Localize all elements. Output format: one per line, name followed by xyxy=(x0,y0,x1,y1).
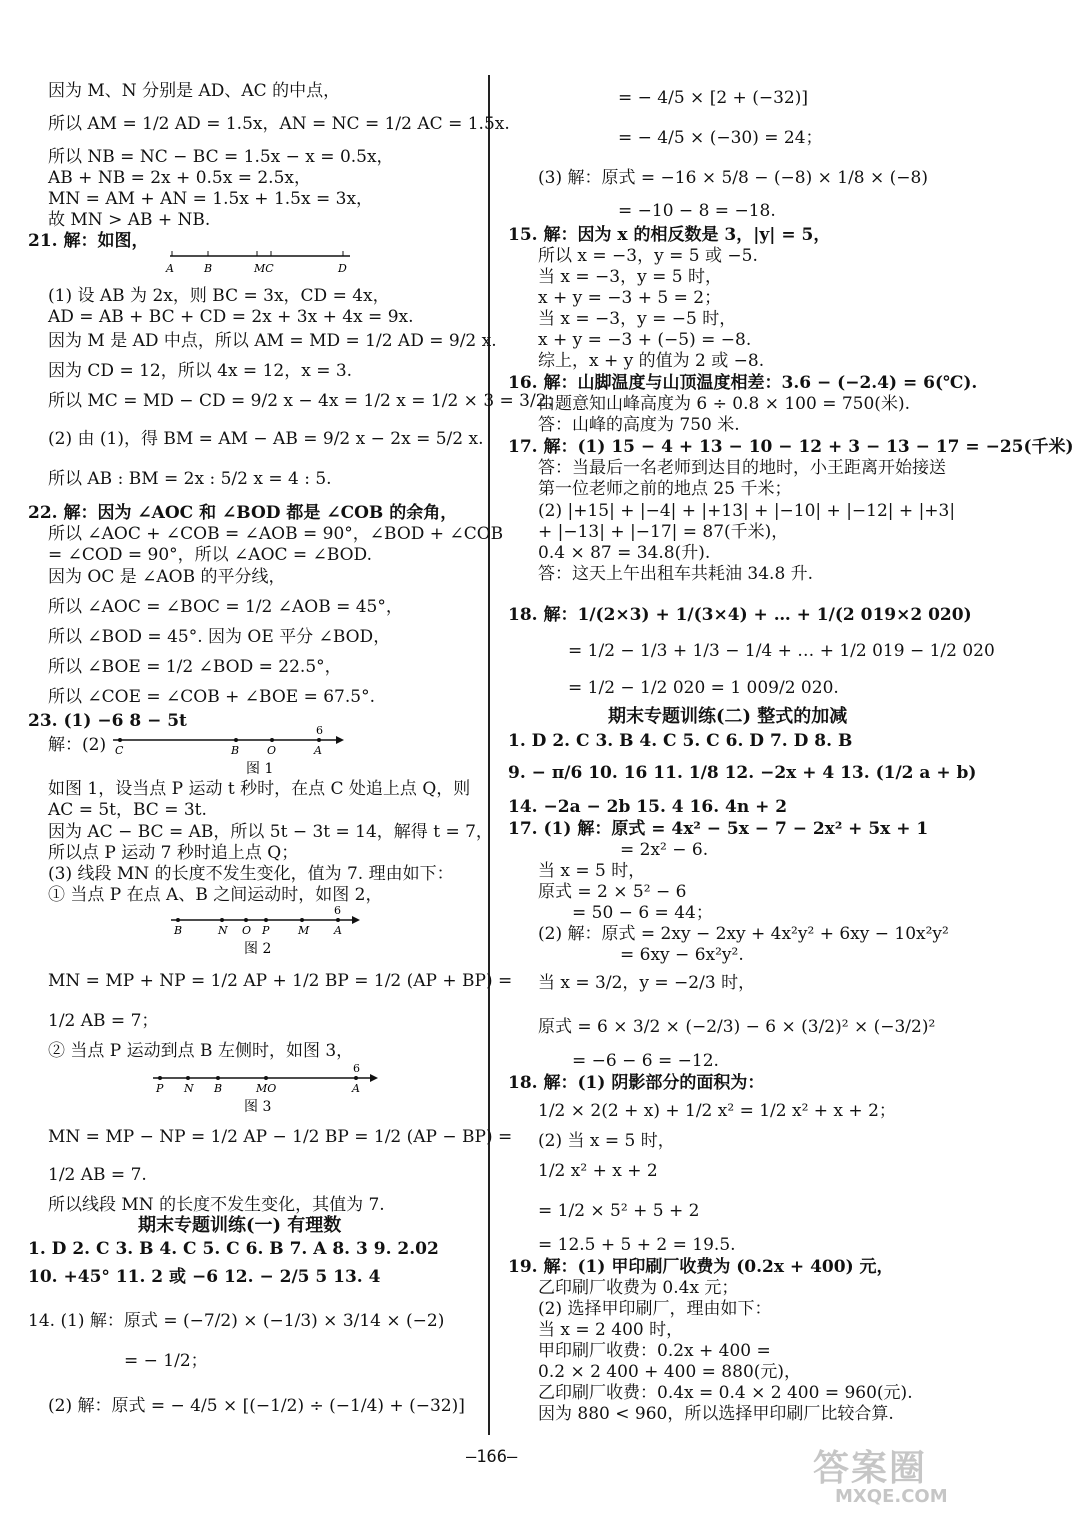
fig1-label: C xyxy=(115,744,124,757)
figure-21-number-line xyxy=(160,248,360,278)
answer-line: 因为 CD = 12，所以 4x = 12，x = 3. xyxy=(48,361,353,381)
fig3-label: B xyxy=(214,1082,223,1095)
fig2-label: A xyxy=(334,924,342,937)
answer-line: 所以 ∠AOC = ∠BOC = 1/2 ∠AOB = 45°， xyxy=(48,597,403,617)
answer-line: 所以 ∠COE = ∠COB + ∠BOE = 67.5°. xyxy=(48,687,375,707)
answer-line: 答：山峰的高度为 750 米. xyxy=(538,415,740,435)
answer-line: 当 x = 3/2，y = −2/3 时， xyxy=(538,973,756,993)
answer-line: 17. (1) 解：原式 = 4x² − 5x − 7 − 2x² + 5x + 1 xyxy=(508,819,929,839)
answer-line: ② 当点 P 运动到点 B 左侧时，如图 3， xyxy=(48,1041,354,1061)
answer-line: x + y = −3 + (−5) = −8. xyxy=(538,330,752,350)
fig2-top-label: 6 xyxy=(334,904,341,917)
answer-line: (2) 当 x = 5 时， xyxy=(538,1131,675,1151)
fig21-label: A xyxy=(166,262,174,275)
answer-line: 当 x = −3，y = 5 时， xyxy=(538,267,722,287)
fig1-caption: 图 1 xyxy=(246,761,274,777)
answer-line: 19. 解：(1) 甲印刷厂收费为 (0.2x + 400) 元， xyxy=(508,1257,894,1277)
watermark-url: MXQE.COM xyxy=(835,1486,948,1507)
answer-line: AC = 5t，BC = 3t. xyxy=(48,800,207,820)
answer-line: 所以 MC = MD − CD = 9/2 x − 4x = 1/2 x = 1/2 × 3 = 3/2； xyxy=(48,391,564,411)
answer-line: 综上，x + y 的值为 2 或 −8. xyxy=(538,351,765,371)
answer-line: 10. +45° 11. 2 或 −6 12. − 2/5 5 13. 4 xyxy=(28,1267,381,1287)
answer-line: = 1/2 − 1/2 020 = 1 009/2 020. xyxy=(568,678,839,698)
fig1-label: A xyxy=(314,744,322,757)
answer-line: = − 4/5 × (−30) = 24； xyxy=(618,128,823,148)
fig3-top-label: 6 xyxy=(353,1062,360,1075)
answer-line: = 50 − 6 = 44； xyxy=(572,903,713,923)
section-heading: 期末专题训练(一) 有理数 xyxy=(138,1215,342,1236)
answer-line: 18. 解：1/(2×3) + 1/(3×4) + … + 1/(2 019×2 020) xyxy=(508,605,972,625)
watermark-title: 答案圈 xyxy=(813,1447,928,1489)
answer-line: 16. 解：山脚温度与山顶温度相差：3.6 − (−2.4) = 6(℃). xyxy=(508,373,978,393)
answer-line: (2) 由 (1)，得 BM = AM − AB = 9/2 x − 2x = 5/2 x. xyxy=(48,429,484,449)
answer-line: 14. (1) 解：原式 = (−7/2) × (−1/3) × 3/14 × (−2) xyxy=(28,1311,445,1331)
answer-line: 因为 AC − BC = AB，所以 5t − 3t = 14，解得 t = 7， xyxy=(48,822,493,842)
answer-line: 9. − π/6 10. 16 11. 1/8 12. −2x + 4 13. (1/2 a + b) xyxy=(508,763,977,783)
fig2-label: N xyxy=(218,924,228,937)
answer-line: 所以点 P 运动 7 秒时追上点 Q； xyxy=(48,843,299,863)
answer-line: 18. 解：(1) 阴影部分的面积为： xyxy=(508,1073,765,1093)
answer-line: 15. 解：因为 x 的相反数是 3，|y| = 5， xyxy=(508,225,831,245)
section-heading: 期末专题训练(二) 整式的加减 xyxy=(608,706,848,727)
fig2-label: B xyxy=(174,924,183,937)
answer-line: 所以线段 MN 的长度不发生变化，其值为 7. xyxy=(48,1195,385,1215)
answer-line: ① 当点 P 在点 A、B 之间运动时，如图 2， xyxy=(48,885,383,905)
answer-line: MN = MP − NP = 1/2 AP − 1/2 BP = 1/2 (AP − BP) = xyxy=(48,1127,513,1147)
fig3-label: P xyxy=(156,1082,164,1095)
answer-line: = 6xy − 6x²y². xyxy=(620,945,744,965)
fig2-label: M xyxy=(298,924,310,937)
answer-line: AD = AB + BC + CD = 2x + 3x + 4x = 9x. xyxy=(48,307,414,327)
answer-line: MN = AM + AN = 1.5x + 1.5x = 3x， xyxy=(48,189,374,209)
fig2-label: P xyxy=(262,924,270,937)
answer-line: = 12.5 + 5 + 2 = 19.5. xyxy=(538,1235,736,1255)
answer-line: (2) |+15| + |−4| + |+13| + |−10| + |−12| + |+3| xyxy=(538,501,956,521)
answer-line: 答：当最后一名老师到达目的地时，小王距离开始接送 xyxy=(538,458,946,478)
watermark-logo xyxy=(805,1440,985,1510)
fig2-label: O xyxy=(242,924,252,937)
fig3-label: MO xyxy=(256,1082,277,1095)
answer-line: (1) 设 AB 为 2x，则 BC = 3x，CD = 4x， xyxy=(48,286,390,306)
answer-line: (2) 选择甲印刷厂，理由如下： xyxy=(538,1299,772,1319)
answer-line: 17. 解：(1) 15 − 4 + 13 − 10 − 12 + 3 − 13 − 17 = −25(千米) xyxy=(508,437,1074,457)
answer-line: = 2x² − 6. xyxy=(620,840,709,860)
answer-line: 1/2 x² + x + 2 xyxy=(538,1161,658,1181)
answer-line: 因为 OC 是 ∠AOB 的平分线， xyxy=(48,567,286,587)
answer-line: 所以 ∠AOC + ∠COB = ∠AOB = 90°，∠BOD + ∠COB xyxy=(48,524,504,544)
answer-line: 所以 ∠BOE = 1/2 ∠BOD = 22.5°， xyxy=(48,657,342,677)
answer-line: (2) 解：原式 = 2xy − 2xy + 4x²y² + 6xy − 10x²y² xyxy=(538,924,949,944)
answer-line: AB + NB = 2x + 0.5x = 2.5x， xyxy=(48,168,311,188)
answer-line: 0.2 × 2 400 + 400 = 880(元)， xyxy=(538,1362,802,1382)
answer-line: 0.4 × 87 = 34.8(升). xyxy=(538,543,711,563)
answer-line: 当 x = 5 时， xyxy=(538,861,646,881)
fig1-label: B xyxy=(231,744,240,757)
fig3-label: A xyxy=(352,1082,360,1095)
answer-line: 当 x = 2 400 时， xyxy=(538,1320,684,1340)
answer-line: (3) 线段 MN 的长度不发生变化，值为 7. 理由如下： xyxy=(48,864,454,884)
answer-line: 由题意知山峰高度为 6 ÷ 0.8 × 100 = 750(米). xyxy=(538,394,910,414)
answer-line: 原式 = 2 × 5² − 6 xyxy=(538,882,687,902)
answer-line: = −10 − 8 = −18. xyxy=(618,201,776,221)
answer-line: 乙印刷厂收费：0.4x = 0.4 × 2 400 = 960(元). xyxy=(538,1383,913,1403)
answer-line: 故 MN > AB + NB. xyxy=(48,210,211,230)
fig3-label: N xyxy=(184,1082,194,1095)
fig21-label: D xyxy=(338,262,347,275)
figure-3-number-line xyxy=(148,1060,388,1116)
answer-line: 甲印刷厂收费：0.2x + 400 = xyxy=(538,1341,771,1361)
answer-line: 因为 M、N 分别是 AD、AC 的中点， xyxy=(48,81,341,101)
answer-line: = 1/2 × 5² + 5 + 2 xyxy=(538,1201,700,1221)
answer-line: 因为 M 是 AD 中点，所以 AM = MD = 1/2 AD = 9/2 x. xyxy=(48,331,497,351)
answer-line: 因为 880 < 960，所以选择甲印刷厂比较合算. xyxy=(538,1404,894,1424)
fig1-label: O xyxy=(267,744,277,757)
answer-line: 所以 ∠BOD = 45°. 因为 OE 平分 ∠BOD， xyxy=(48,627,391,647)
figure-2-number-line xyxy=(166,902,366,958)
answer-line: = −6 − 6 = −12. xyxy=(572,1051,719,1071)
answer-line: 1/2 AB = 7； xyxy=(48,1011,159,1031)
fig2-caption: 图 2 xyxy=(244,941,272,957)
answer-line: 如图 1，设当点 P 运动 t 秒时，在点 C 处追上点 Q，则 xyxy=(48,779,471,799)
answer-line: 1/2 AB = 7. xyxy=(48,1165,147,1185)
answer-line: x + y = −3 + 5 = 2； xyxy=(538,288,722,308)
answer-line: MN = MP + NP = 1/2 AP + 1/2 BP = 1/2 (AP + BP) = xyxy=(48,971,513,991)
column-divider xyxy=(488,75,490,1435)
answer-line: + |−13| + |−17| = 87(千米)， xyxy=(538,522,789,542)
fig21-label: MC xyxy=(254,262,274,275)
answer-line: (2) 解：原式 = − 4/5 × [(−1/2) ÷ (−1/4) + (−32)] xyxy=(48,1396,465,1416)
answer-line: = − 4/5 × [2 + (−32)] xyxy=(618,88,808,108)
answer-line: 所以 AB : BM = 2x : 5/2 x = 4 : 5. xyxy=(48,469,332,489)
answer-line: 所以 x = −3，y = 5 或 −5. xyxy=(538,246,758,266)
fig1-top-label: 6 xyxy=(316,724,323,737)
answer-line: 1/2 × 2(2 + x) + 1/2 x² = 1/2 x² + x + 2； xyxy=(538,1101,896,1121)
answer-line: = 1/2 − 1/3 + 1/3 − 1/4 + … + 1/2 019 − 1/2 020 xyxy=(568,641,995,661)
answer-line: 21. 解：如图， xyxy=(28,231,149,251)
answer-line: (3) 解：原式 = −16 × 5/8 − (−8) × 1/8 × (−8) xyxy=(538,168,928,188)
answer-line: 原式 = 6 × 3/2 × (−2/3) − 6 × (3/2)² × (−3/2)² xyxy=(538,1017,936,1037)
answer-line: 1. D 2. C 3. B 4. C 5. C 6. B 7. A 8. 3 9. 2.02 xyxy=(28,1239,439,1259)
answer-line: 第一位老师之前的地点 25 千米； xyxy=(538,479,792,499)
answer-line: 所以 AM = 1/2 AD = 1.5x，AN = NC = 1/2 AC = 1.5x. xyxy=(48,114,510,134)
answer-line: 解：(2) xyxy=(48,735,107,755)
answer-line: 当 x = −3，y = −5 时， xyxy=(538,309,737,329)
fig21-label: B xyxy=(204,262,213,275)
answer-line: 答：这天上午出租车共耗油 34.8 升. xyxy=(538,564,814,584)
answer-line: = ∠COD = 90°，所以 ∠AOC = ∠BOD. xyxy=(48,545,372,565)
answer-line: 所以 NB = NC − BC = 1.5x − x = 0.5x， xyxy=(48,147,394,167)
answer-line: 14. −2a − 2b 15. 4 16. 4n + 2 xyxy=(508,797,788,817)
answer-line: 22. 解：因为 ∠AOC 和 ∠BOD 都是 ∠COB 的余角， xyxy=(28,503,458,523)
page-number: —166— xyxy=(466,1447,518,1467)
answer-line: 1. D 2. C 3. B 4. C 5. C 6. D 7. D 8. B xyxy=(508,731,853,751)
answer-line: = − 1/2； xyxy=(124,1351,208,1371)
fig3-caption: 图 3 xyxy=(244,1099,272,1115)
answer-line: 乙印刷厂收费为 0.4x 元； xyxy=(538,1278,739,1298)
figure-1-number-line xyxy=(108,722,348,778)
answer-line: 23. (1) −6 8 − 5t xyxy=(28,711,187,731)
